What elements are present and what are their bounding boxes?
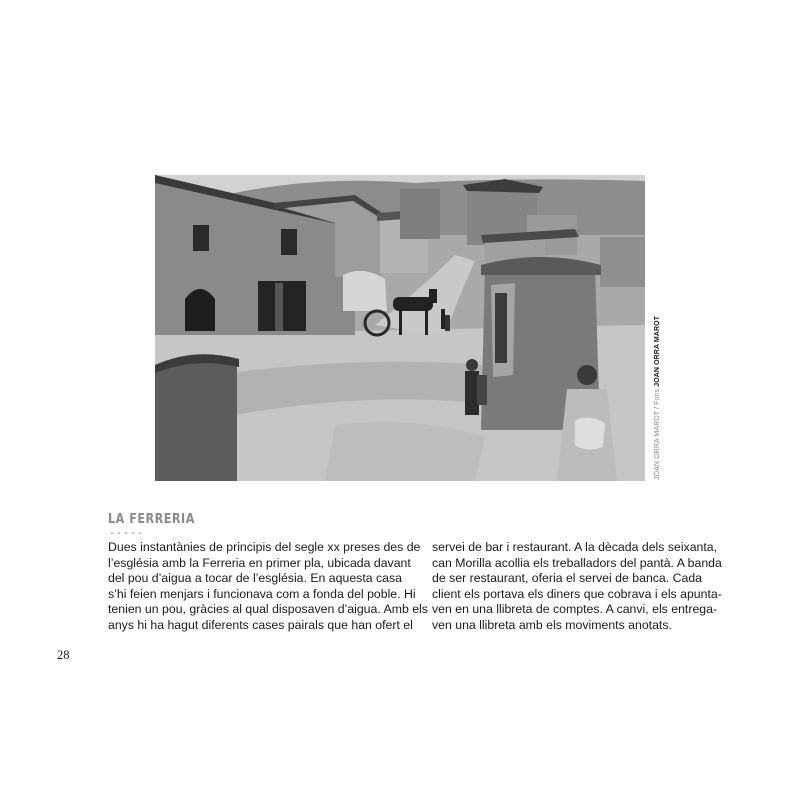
text-line: del pou d’aigua a tocar de l’església. En aquesta casa bbox=[108, 571, 402, 586]
body-text-left-column bbox=[108, 540, 428, 634]
text-line: s’hi feien menjars i funcionava com a fonda del poble. Hi bbox=[108, 586, 416, 601]
text-line: ven en una llibreta de comptes. A canvi, els entrega- bbox=[432, 602, 718, 617]
photo-credit-prefix: JOAN ORRA MAROT / Fons bbox=[654, 388, 661, 480]
text-line: servei de bar i restaurant. A la dècada dels seixanta, bbox=[432, 540, 718, 554]
text-line: Dues instantànies de principis del segle xx preses des de bbox=[108, 540, 421, 554]
text-line: anys hi ha hagut diferents cases pairals que han ofert el bbox=[108, 617, 413, 632]
text-line: can Morilla acollia els treballadors del pantà. A banda bbox=[432, 555, 722, 570]
section-heading: LA FERRERIA bbox=[108, 512, 195, 527]
text-line: l’església amb la Ferreria en primer pla, ubicada davant bbox=[108, 555, 411, 570]
text-line: ven una llibreta amb els moviments anotats. bbox=[432, 617, 672, 632]
photo-credit-name: JOAN ORRA MAROT bbox=[654, 315, 661, 387]
heading-divider: ----- bbox=[109, 528, 145, 539]
text-line: de ser restaurant, oferia el servei de banca. Cada bbox=[432, 571, 703, 586]
text-line: client els portava els diners que cobrava i els apunta- bbox=[432, 586, 722, 601]
body-text-right-column bbox=[432, 540, 724, 634]
text-line: tenien un pou, gràcies al qual disposaven d’aigua. Amb els bbox=[108, 602, 428, 617]
page-number: 28 bbox=[57, 648, 70, 662]
historical-photo bbox=[155, 175, 645, 481]
photo-credit bbox=[654, 315, 661, 480]
village-square-photo-illustration bbox=[155, 175, 645, 481]
